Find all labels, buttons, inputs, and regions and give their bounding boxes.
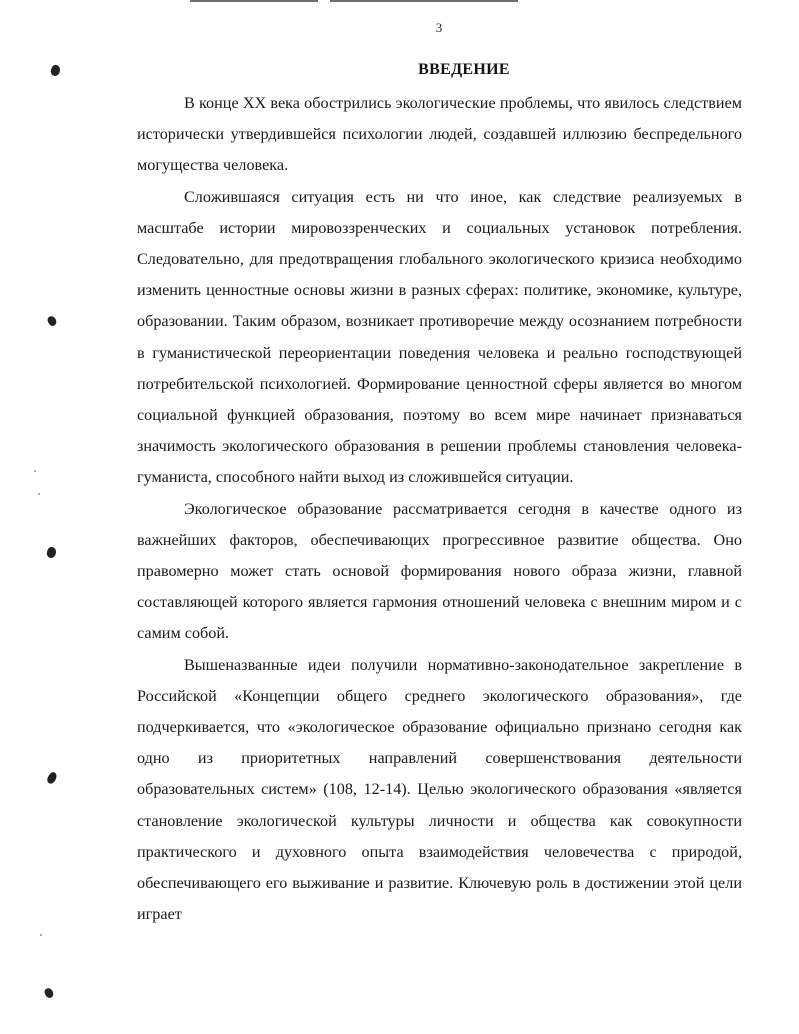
binding-hole-mark bbox=[43, 987, 54, 999]
top-scan-rule bbox=[330, 0, 518, 2]
page-number: 3 bbox=[435, 20, 443, 35]
paragraph: Сложившаяся ситуация есть ни что иное, как следствие реализуемых в масштабе истории мировоззренческих и социальных установок потребления. Следовательно, для предотвращения глобального экологического кризиса необходимо изменить ценностные основы жизни в разных сферах: политике, экономике, культуре, образовании. Таким образом, возникает противоречие между осознанием потребности в гуманистической переориентации поведения человека и реально господствующей потребительской психологией. Формирование ценностной сферы является во многом социальной функцией образования, поэтому во всем мире начинает признаваться значимость экологического образования в решении проблемы становления человека-гуманиста, способного найти выход из сложившейся ситуации. bbox=[137, 187, 742, 487]
binding-hole-mark bbox=[46, 771, 59, 785]
binding-hole-mark bbox=[46, 546, 58, 559]
scan-speck bbox=[38, 493, 40, 495]
page-title: ВВЕДЕНИЕ bbox=[418, 61, 510, 78]
scan-speck bbox=[40, 934, 42, 936]
scan-speck bbox=[34, 470, 36, 472]
binding-hole-mark bbox=[46, 315, 57, 327]
paragraph: Экологическое образование рассматривается сегодня в качестве одного из важнейших факторов, обеспечивающих прогрессивное развитие общества. Оно правомерно может стать основой формирования нового образа жизни, главной составляющей которого является гармония отношений человека с внешним миром и с самим собой. bbox=[137, 499, 742, 643]
paragraph: Вышеназванные идеи получили нормативно-законодательное закрепление в Российской «Концепции общего среднего экологического образования», где подчеркивается, что «экологическое образование официально признано сегодня как одно из приоритетных направлений совершенствования деятельности образовательных систем» (108, 12-14). Целью экологического образования «является становление экологической культуры личности и общества как совокупности практического и духовного опыта взаимодействия человечества с природой, обеспечивающего его выживание и развитие. Ключевую роль в достижении этой цели играет bbox=[137, 655, 742, 924]
body-text bbox=[137, 88, 742, 930]
top-scan-rule bbox=[190, 0, 318, 2]
paragraph: В конце XX века обострились экологические проблемы, что явилось следствием исторически утвердившейся психологии людей, создавшей иллюзию беспредельного могущества человека. bbox=[137, 94, 742, 175]
